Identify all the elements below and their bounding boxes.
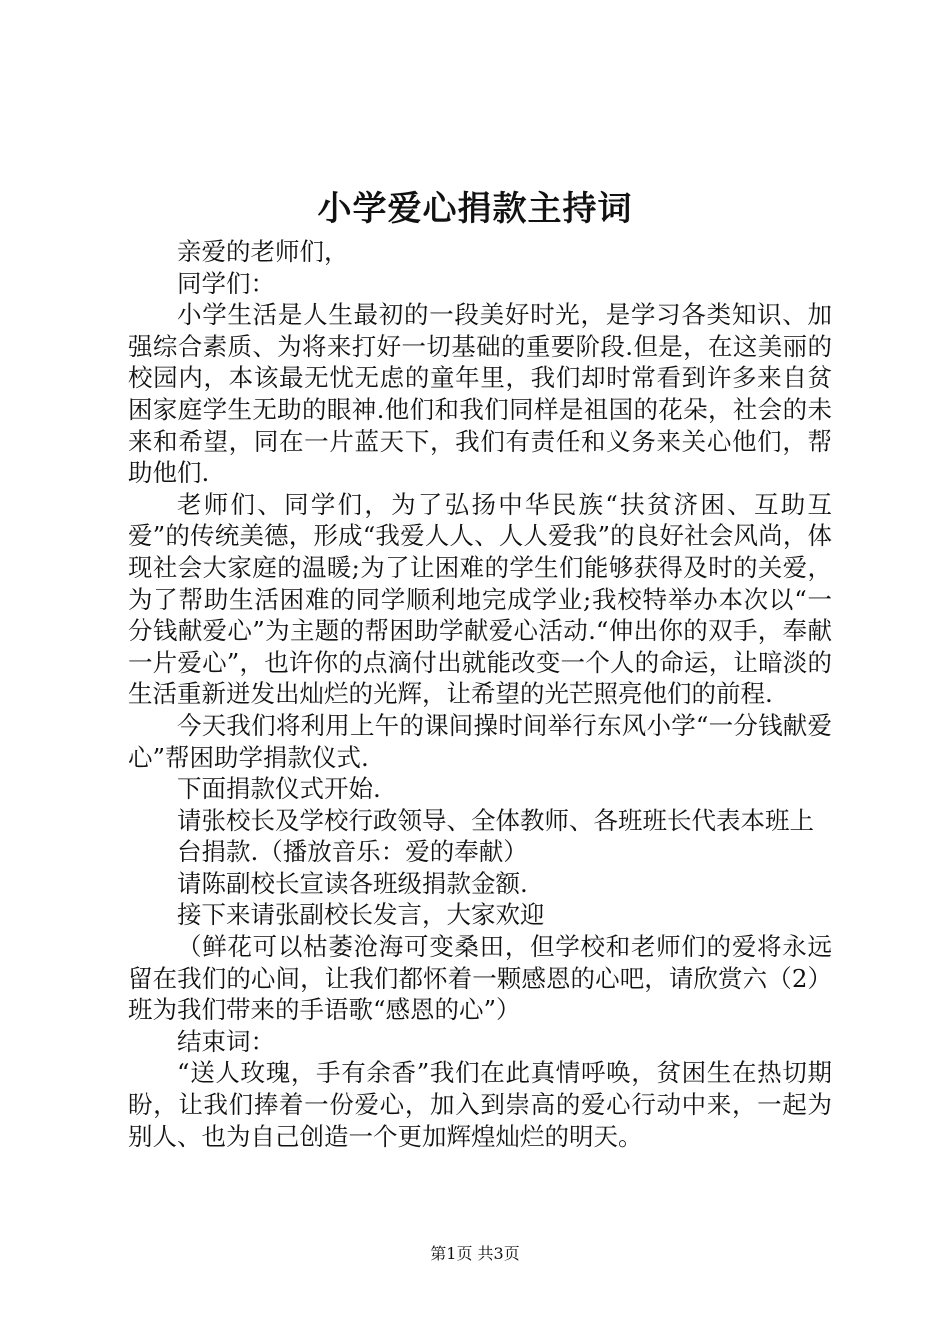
document-title: 小学爱心捐款主持词 [317, 189, 633, 229]
paragraph: 下面捐款仪式开始. [177, 774, 381, 804]
paragraph: “送人玫瑰，手有余香”我们在此真情呼唤，贫困生在热切期盼，让我们捧着一份爱心，加入到崇高的爱心行动中来，一起为别人、也为自己创造一个更加辉煌灿烂的明天。 [128, 1058, 832, 1151]
paragraph: 小学生活是人生最初的一段美好时光，是学习各类知识、加强综合素质、为将来打好一切基础的重要阶段.但是，在这美丽的校园内，本该最无忧无虑的童年里，我们却时常看到许多来自贫困家庭学生无助的眼神.他们和我们同样是祖国的花朵，社会的未来和希望，同在一片蓝天下，我们有责任和义务来关心他们，帮助他们. [128, 300, 832, 488]
paragraph: 老师们、同学们，为了弘扬中华民族“扶贫济困、互助互爱”的传统美德，形成“我爱人人、人人爱我”的良好社会风尚，体现社会大家庭的温暖;为了让困难的学生们能够获得及时的关爱，为了帮助生活困难的同学顺利地完成学业;我校特举办本次以“一分钱献爱心”为主题的帮困助学献爱心活动.“伸出你的双手，奉献一片爱心”，也许你的点滴付出就能改变一个人的命运，让暗淡的生活重新迸发出灿烂的光辉，让希望的光芒照亮他们的前程. [128, 489, 832, 709]
paragraph: （鲜花可以枯萎沧海可变桑田，但学校和老师们的爱将永远留在我们的心间，让我们都怀着一颗感恩的心吧，请欣赏六（2）班为我们带来的手语歌“感恩的心”） [128, 932, 832, 1025]
paragraph: 接下来请张副校长发言，大家欢迎 [177, 900, 545, 930]
page-footer: 第1页 共3页 [430, 1244, 520, 1263]
document-body [128, 236, 832, 1152]
paragraph: 请张校长及学校行政领导、全体教师、各班班长代表本班上 [177, 805, 814, 835]
paragraph: 结束词： [177, 1026, 275, 1056]
paragraph: 同学们： [177, 268, 275, 298]
paragraph: 亲爱的老师们， [177, 237, 349, 266]
paragraph: 今天我们将利用上午的课间操时间举行东风小学“一分钱献爱心”帮困助学捐款仪式. [128, 710, 832, 772]
paragraph: 请陈副校长宣读各班级捐款金额. [177, 868, 528, 898]
paragraph: 台捐款.（播放音乐：爱的奉献） [177, 837, 528, 867]
